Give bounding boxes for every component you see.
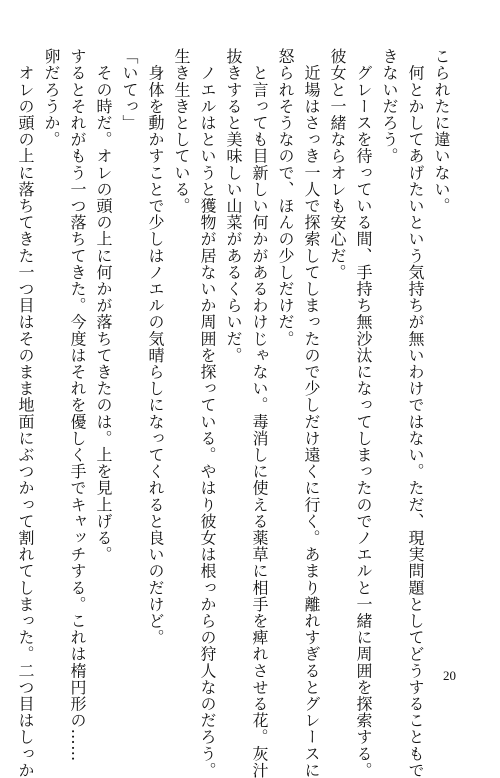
text-line: 生き生きとしている。 <box>172 48 191 214</box>
text-line: 何とかしてあげたいという気持ちが無いわけではない。ただ、現実問題としてどうすることもで <box>406 48 425 778</box>
text-line: 抜きすると美味しい山菜があるくらいだ。 <box>224 48 243 364</box>
text-line: 近場はさっき一人で探索してしまったので少しだけ遠くに行く。あまり離れすぎるとグレースに <box>302 48 321 778</box>
text-line: 卵だろうか。 <box>42 48 61 148</box>
text-line: と言っても目新しい何かがあるわけじゃない。毒消しに使える薬草に相手を痺れさせる花。灰汁 <box>250 48 269 778</box>
text-line: きないだろう。 <box>380 48 399 165</box>
text-line: その時だ。オレの頭の上に何かが落ちてきたのは。上を見上げる。 <box>94 48 113 563</box>
text-line: 怒られそうなので、ほんの少しだけだ。 <box>276 48 295 347</box>
text-line: こられたに違いない。 <box>432 48 451 214</box>
text-line: ノエルはというと獲物が居ないか周囲を探っている。やはり彼女は根っからの狩人なのだろう。 <box>198 48 217 778</box>
text-line: するとそれがもう一つ落ちてきた。今度はそれを優しく手でキャッチする。これは楕円形の…… <box>68 48 87 762</box>
text-line: 彼女と一緒ならオレも安心だ。 <box>328 48 347 281</box>
text-line: オレの頭の上に落ちてきた一つ目はそのまま地面にぶつかって割れてしまった。二つ目はしっか <box>16 48 35 778</box>
text-line: 身体を動かすことで少しはノエルの気晴らしになってくれると良いのだけど。 <box>146 48 165 646</box>
text-line: グレースを待っている間、手持ち無沙汰になってしまったのでノエルと一緒に周囲を探索する。 <box>354 48 373 778</box>
page-number: 20 <box>443 668 456 683</box>
text-line: 「いてっ」 <box>120 48 139 131</box>
